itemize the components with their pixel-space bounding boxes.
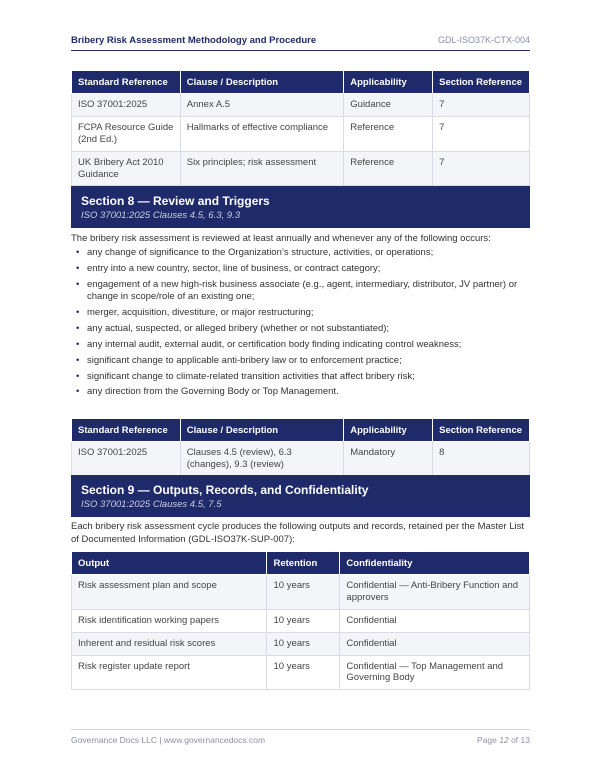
- bullet-icon: •: [76, 307, 80, 319]
- column-header: Section Reference: [433, 71, 530, 94]
- table-cell: 7: [433, 151, 530, 186]
- list-item-text: merger, acquisition, divestiture, or major restructuring;: [87, 307, 314, 319]
- table-cell: Hallmarks of effective compliance: [180, 116, 344, 151]
- table-row: [72, 632, 530, 655]
- section-9-intro: Each bribery risk assessment cycle produces the following outputs and records, retained per the Master List of Documented Information (GDL-ISO37K-SUP-007):: [71, 521, 525, 545]
- list-item-text: any internal audit, external audit, or certification body finding indicating control weakness;: [87, 338, 462, 350]
- table-cell: Mandatory: [344, 442, 433, 477]
- table-cell: ISO 37001:2025: [72, 94, 181, 117]
- table-cell: 7: [433, 116, 530, 151]
- table-cell: 10 years: [267, 632, 340, 655]
- section-8-title: Section 8 — Review and Triggers: [81, 194, 270, 208]
- table-row: [72, 94, 530, 117]
- table-row: [72, 116, 530, 151]
- section-8-intro: The bribery risk assessment is reviewed at least annually and whenever any of the following occurs:: [71, 233, 491, 244]
- list-item: [71, 339, 530, 352]
- column-header: Applicability: [344, 71, 433, 94]
- bullet-icon: •: [76, 370, 80, 382]
- column-header: Confidentiality: [340, 552, 530, 575]
- page-number-current: 12: [499, 735, 509, 745]
- table-cell: Reference: [344, 151, 433, 186]
- list-item: [71, 263, 530, 276]
- list-item-text: entry into a new country, sector, line of business, or contract category;: [87, 262, 381, 274]
- column-header: Standard Reference: [72, 419, 181, 442]
- section-9-title: Section 9 — Outputs, Records, and Confidentiality: [81, 483, 369, 497]
- list-item-text: significant change to climate-related transition activities that affect bribery risk;: [87, 370, 415, 382]
- column-header: Clause / Description: [180, 419, 344, 442]
- page-number-separator: of: [508, 735, 521, 745]
- table-header-row: [72, 552, 530, 575]
- trigger-list: [71, 247, 530, 402]
- bullet-icon: •: [76, 386, 80, 398]
- section-8-subtitle: ISO 37001:2025 Clauses 4.5, 6.3, 9.3: [81, 210, 240, 221]
- document-code: GDL-ISO37K-CTX-004: [437, 35, 530, 45]
- column-header: Clause / Description: [180, 71, 344, 94]
- table-header-row: [72, 419, 530, 442]
- list-item: [71, 279, 530, 305]
- table-cell: Confidential: [340, 609, 530, 632]
- list-item: [71, 323, 530, 336]
- table-cell: Risk identification working papers: [72, 609, 267, 632]
- page-header: [71, 34, 530, 51]
- section-9-subtitle: ISO 37001:2025 Clauses 4.5, 7.5: [81, 499, 222, 510]
- bullet-icon: •: [76, 354, 80, 366]
- list-item-text: any change of significance to the Organization’s structure, activities, or operations;: [87, 247, 434, 258]
- page-number-total: 13: [520, 735, 530, 745]
- bullet-icon: •: [76, 323, 80, 335]
- table-row: [72, 442, 530, 477]
- table-cell: Six principles; risk assessment: [180, 151, 344, 186]
- table-row: [72, 575, 530, 610]
- list-item-text: any actual, suspected, or alleged bribery (whether or not substantiated);: [87, 323, 390, 335]
- list-item: [71, 371, 530, 384]
- list-item-text: any direction from the Governing Body or Top Management.: [87, 386, 339, 398]
- table-cell: ISO 37001:2025: [72, 442, 181, 477]
- table-cell: Confidential — Top Management and Governing Body: [340, 655, 530, 690]
- column-header: Applicability: [344, 419, 433, 442]
- table-cell: Inherent and residual risk scores: [72, 632, 267, 655]
- table-cell: 8: [433, 442, 530, 477]
- table-cell: Reference: [344, 116, 433, 151]
- table-cell: Risk assessment plan and scope: [72, 575, 267, 610]
- standards-table-section8: [71, 418, 530, 477]
- page-number-prefix: Page: [477, 735, 500, 745]
- page-footer: [71, 729, 530, 745]
- list-item: [71, 247, 530, 260]
- column-header: Retention: [267, 552, 340, 575]
- table-cell: Guidance: [344, 94, 433, 117]
- section-8-banner: [71, 186, 530, 228]
- table-cell: Risk register update report: [72, 655, 267, 690]
- table-cell: Annex A.5: [180, 94, 344, 117]
- table-cell: 10 years: [267, 609, 340, 632]
- bullet-icon: •: [76, 247, 80, 258]
- list-item: [71, 307, 530, 320]
- footer-company: Governance Docs LLC | www.governancedocs.com: [71, 735, 266, 745]
- table-cell: Confidential: [340, 632, 530, 655]
- table-cell: 10 years: [267, 655, 340, 690]
- section-9-banner: [71, 475, 530, 517]
- bullet-icon: •: [76, 262, 80, 274]
- bullet-icon: •: [76, 278, 80, 290]
- page-number: [477, 735, 530, 745]
- column-header: Output: [72, 552, 267, 575]
- table-header-row: [72, 71, 530, 94]
- standards-table-section7: [71, 70, 530, 186]
- column-header: Section Reference: [433, 419, 530, 442]
- bullet-icon: •: [76, 338, 80, 350]
- document-title: Bribery Risk Assessment Methodology and Procedure: [71, 35, 317, 46]
- list-item: [71, 355, 530, 368]
- list-item-text: significant change to applicable anti-bribery law or to enforcement practice;: [87, 354, 402, 366]
- outputs-records-table: [71, 551, 530, 690]
- table-cell: 10 years: [267, 575, 340, 610]
- table-row: [72, 151, 530, 186]
- table-row: [72, 609, 530, 632]
- table-cell: FCPA Resource Guide (2nd Ed.): [72, 116, 181, 151]
- list-item: [71, 386, 530, 399]
- table-row: [72, 655, 530, 690]
- table-cell: UK Bribery Act 2010 Guidance: [72, 151, 181, 186]
- table-cell: Confidential — Anti-Bribery Function and approvers: [340, 575, 530, 610]
- column-header: Standard Reference: [72, 71, 181, 94]
- table-cell: Clauses 4.5 (review), 6.3 (changes), 9.3 (review): [180, 442, 344, 477]
- table-cell: 7: [433, 94, 530, 117]
- list-item-text: engagement of a new high-risk business associate (e.g., agent, intermediary, distributor, JV partner) or change in scope/role of an existing one;: [87, 278, 518, 303]
